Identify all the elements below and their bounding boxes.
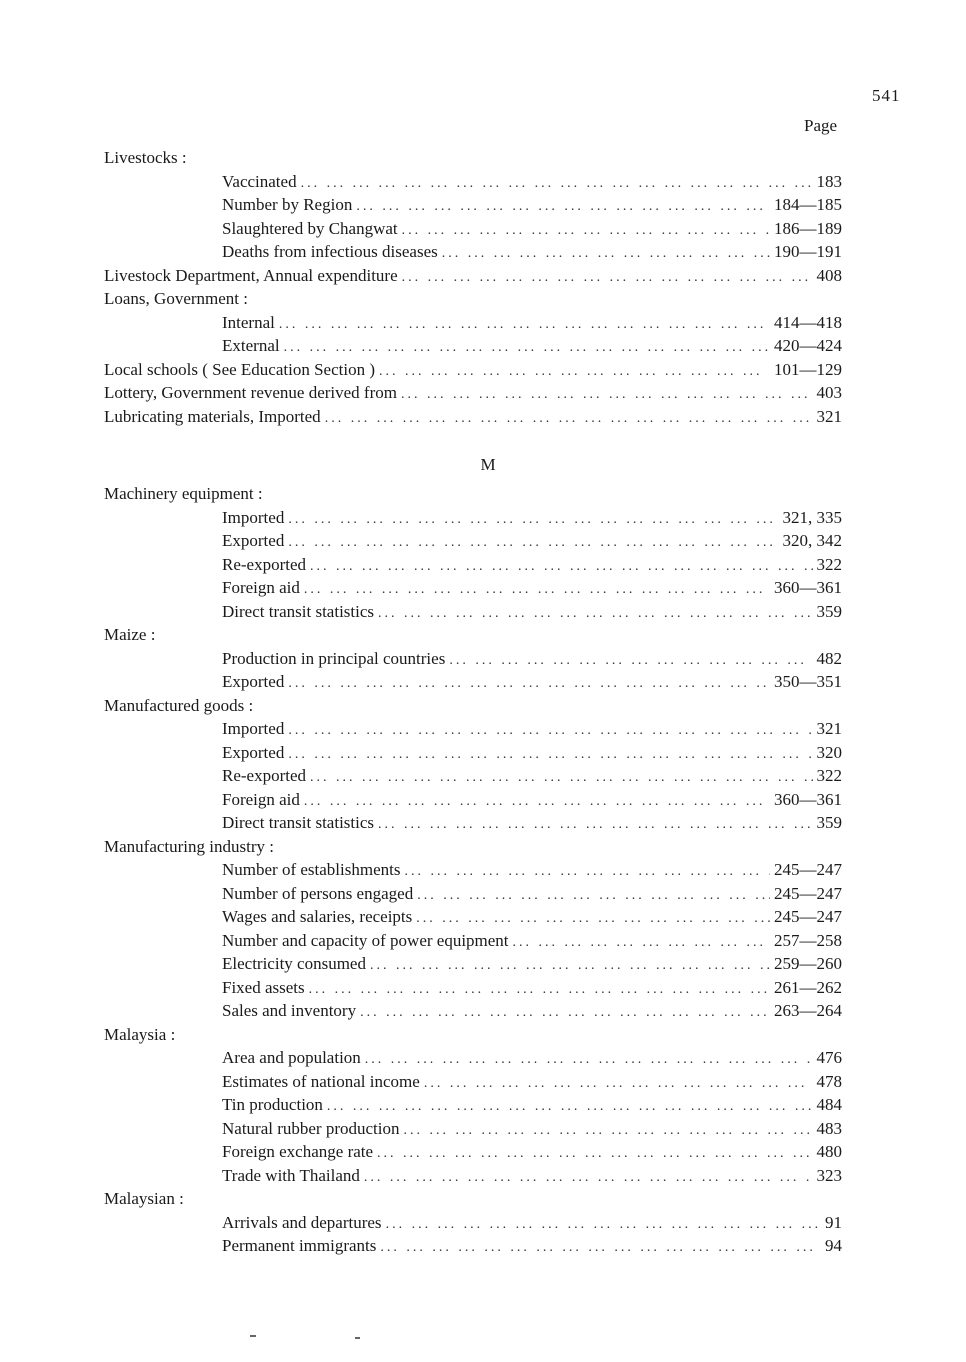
section-letter-heading: M: [480, 455, 496, 474]
dot-leader: [449, 649, 812, 673]
index-group-title: Manufacturing industry :: [104, 836, 274, 856]
index-entry-pages: 360—361: [774, 578, 842, 597]
index-group: [104, 1187, 842, 1258]
dot-leader: [365, 1048, 813, 1072]
index-entry-label: Imported: [222, 507, 285, 527]
index-entry: [104, 1093, 842, 1117]
page-column-header: Page: [804, 116, 838, 135]
scan-speck: [250, 1335, 256, 1337]
index-group: [104, 835, 842, 1023]
index-entry-label: Exported: [222, 672, 285, 691]
index-entry-pages: 321: [816, 406, 842, 426]
index-entry: [104, 264, 842, 288]
index-entry: [104, 1070, 842, 1094]
index-entry-label: Exported: [222, 742, 285, 762]
index-entry-label: Wages and salaries, receipts: [222, 907, 413, 926]
index-entry-label: Number by Region: [222, 195, 353, 214]
dot-leader: [284, 336, 770, 360]
index-group-title: Malaysia :: [104, 1024, 176, 1044]
index-entry-label: External: [222, 336, 280, 355]
index-group-title: Machinery equipment :: [104, 484, 263, 503]
dot-leader: [442, 242, 770, 266]
index-entry: [104, 788, 842, 812]
index-entry-pages: 360—361: [774, 789, 842, 809]
dot-leader: [417, 884, 770, 908]
index-group: [104, 146, 842, 264]
index-list: [104, 146, 842, 1258]
dot-leader: [513, 931, 770, 955]
index-entry: [104, 311, 842, 335]
dot-leader: [404, 1119, 813, 1143]
index-entry-pages: 359: [816, 813, 842, 832]
index-entry-pages: 190—191: [774, 242, 842, 261]
index-entry: [104, 882, 842, 906]
dot-leader: [378, 813, 812, 837]
index-entry-label: Direct transit statistics: [222, 813, 375, 832]
dot-leader: [370, 954, 770, 978]
index-entry: [104, 1117, 842, 1141]
index-entry-pages: 320, 342: [782, 531, 842, 550]
index-entry-pages: 245—247: [774, 907, 842, 926]
index-group-title: Malaysian :: [104, 1189, 184, 1208]
dot-leader: [377, 1142, 812, 1166]
index-entry: [104, 647, 842, 671]
index-group: [104, 1023, 842, 1188]
index-entry-label: Number of persons engaged: [222, 883, 414, 903]
index-entry-label: Trade with Thailand: [222, 1165, 360, 1185]
dot-leader: [304, 578, 770, 602]
index-entry-label: Foreign exchange rate: [222, 1142, 374, 1161]
dot-leader: [364, 1166, 813, 1190]
dot-leader: [310, 555, 812, 579]
index-entry: [104, 193, 842, 217]
dot-leader: [380, 1236, 821, 1260]
index-entry-label: Re-exported: [222, 554, 307, 574]
index-entry-pages: 322: [816, 766, 842, 785]
index-entry-pages: 483: [816, 1118, 842, 1138]
dot-leader: [386, 1213, 821, 1237]
index-entry-pages: 245—247: [774, 883, 842, 903]
index-entry: [104, 1164, 842, 1188]
index-entry: [104, 553, 842, 577]
index-entry-pages: 323: [816, 1165, 842, 1185]
index-entry-pages: 476: [816, 1048, 842, 1067]
dot-leader: [424, 1072, 813, 1096]
dot-leader: [402, 266, 813, 290]
index-group-title: Maize :: [104, 625, 156, 644]
index-entry: [104, 976, 842, 1000]
index-entry-pages: 359: [816, 601, 842, 621]
dot-leader: [288, 743, 812, 767]
index-entry: [104, 1046, 842, 1070]
index-entry-pages: 414—418: [774, 312, 842, 332]
index-entry: [104, 529, 842, 553]
index-entry-label: Electricity consumed: [222, 954, 366, 973]
index-entry-label: Exported: [222, 531, 285, 550]
scan-speck: [355, 1337, 360, 1339]
index-entry-pages: 408: [816, 265, 842, 285]
index-group: [104, 482, 842, 623]
index-group: [104, 623, 842, 694]
index-entry-label: Natural rubber production: [222, 1118, 400, 1138]
page-number: 541: [872, 86, 901, 105]
index-entry-label: Lubricating materials, Imported: [104, 406, 321, 426]
index-entry-label: Slaughtered by Changwat: [222, 218, 398, 238]
index-entry-pages: 186—189: [774, 218, 842, 238]
index-entry-pages: 184—185: [774, 195, 842, 214]
dot-leader: [327, 1095, 813, 1119]
index-entry-pages: 101—129: [774, 359, 842, 379]
dot-leader: [288, 672, 770, 696]
index-entry-label: Arrivals and departures: [222, 1212, 382, 1232]
index-entry-label: Area and population: [222, 1048, 361, 1067]
index-group: [104, 287, 842, 358]
index-entry-label: Re-exported: [222, 766, 307, 785]
index-entry-pages: 257—258: [774, 930, 842, 950]
index-entry-pages: 320: [816, 742, 842, 762]
dot-leader: [356, 195, 770, 219]
index-entry: [104, 506, 842, 530]
index-entry: [104, 240, 842, 264]
index-entry-label: Deaths from infectious diseases: [222, 242, 438, 261]
dot-leader: [325, 407, 813, 431]
index-entry: [104, 905, 842, 929]
index-entry-label: Number of establishments: [222, 860, 401, 879]
index-entry-pages: 478: [816, 1071, 842, 1091]
dot-leader: [378, 602, 812, 626]
index-entry-pages: 261—262: [774, 977, 842, 997]
index-group: [104, 694, 842, 835]
index-group: [104, 358, 842, 429]
dot-leader: [360, 1001, 770, 1025]
index-entry-pages: 420—424: [774, 336, 842, 355]
index-entry-label: Number and capacity of power equipment: [222, 930, 509, 950]
index-group-title: Livestocks :: [104, 148, 187, 167]
index-entry-pages: 321: [816, 719, 842, 738]
index-entry: [104, 811, 842, 835]
index-entry-pages: 259—260: [774, 954, 842, 973]
dot-leader: [379, 360, 770, 384]
index-entry-label: Estimates of national income: [222, 1071, 420, 1091]
index-entry: [104, 576, 842, 600]
dot-leader: [401, 383, 813, 407]
index-entry-pages: 91: [825, 1212, 842, 1232]
index-entry: [104, 405, 842, 429]
dot-leader: [404, 860, 770, 884]
index-entry: [104, 358, 842, 382]
index-entry: [104, 1211, 842, 1235]
index-entry-label: Foreign aid: [222, 789, 300, 809]
index-entry-label: Foreign aid: [222, 578, 300, 597]
index-entry-pages: 480: [816, 1142, 842, 1161]
index-entry: [104, 858, 842, 882]
index-entry-label: Imported: [222, 719, 285, 738]
index-entry-pages: 350—351: [774, 672, 842, 691]
index-entry: [104, 170, 842, 194]
index-entry-label: Internal: [222, 312, 275, 332]
index-entry-label: Tin production: [222, 1095, 323, 1114]
dot-leader: [279, 313, 770, 337]
index-entry-pages: 484: [816, 1095, 842, 1114]
index-entry: [104, 217, 842, 241]
index-group-title: Manufactured goods :: [104, 695, 254, 715]
index-group: [104, 264, 842, 288]
index-entry-label: Fixed assets: [222, 977, 305, 997]
index-entry: [104, 600, 842, 624]
index-entry: [104, 764, 842, 788]
index-entry-pages: 482: [816, 648, 842, 668]
dot-leader: [288, 508, 778, 532]
index-entry-pages: 263—264: [774, 1001, 842, 1020]
index-entry-pages: 183: [816, 171, 842, 191]
dot-leader: [304, 790, 770, 814]
index-entry-pages: 322: [816, 554, 842, 574]
index-entry-label: Lottery, Government revenue derived from: [104, 383, 397, 402]
index-entry: [104, 999, 842, 1023]
index-entry-label: Permanent immigrants: [222, 1236, 377, 1255]
index-group-title: Loans, Government :: [104, 289, 248, 308]
index-entry-label: Vaccinated: [222, 171, 297, 191]
index-entry: [104, 952, 842, 976]
index-entry: [104, 334, 842, 358]
dot-leader: [288, 531, 778, 555]
dot-leader: [301, 172, 813, 196]
index-entry: [104, 741, 842, 765]
index-entry: [104, 670, 842, 694]
index-entry: [104, 929, 842, 953]
index-entry-pages: 403: [816, 383, 842, 402]
dot-leader: [309, 978, 770, 1002]
index-entry-pages: 245—247: [774, 860, 842, 879]
dot-leader: [310, 766, 812, 790]
index-entry: [104, 1140, 842, 1164]
index-entry-label: Direct transit statistics: [222, 601, 375, 621]
index-entry: [104, 717, 842, 741]
index-entry-pages: 94: [825, 1236, 842, 1255]
dot-leader: [416, 907, 770, 931]
index-entry-label: Local schools ( See Education Section ): [104, 359, 375, 379]
index-entry-pages: 321, 335: [782, 507, 842, 527]
index-entry: [104, 1234, 842, 1258]
dot-leader: [402, 219, 770, 243]
index-entry-label: Livestock Department, Annual expenditure: [104, 265, 398, 285]
index-entry: [104, 381, 842, 405]
dot-leader: [288, 719, 812, 743]
index-entry-label: Sales and inventory: [222, 1001, 357, 1020]
index-entry-label: Production in principal countries: [222, 648, 446, 668]
